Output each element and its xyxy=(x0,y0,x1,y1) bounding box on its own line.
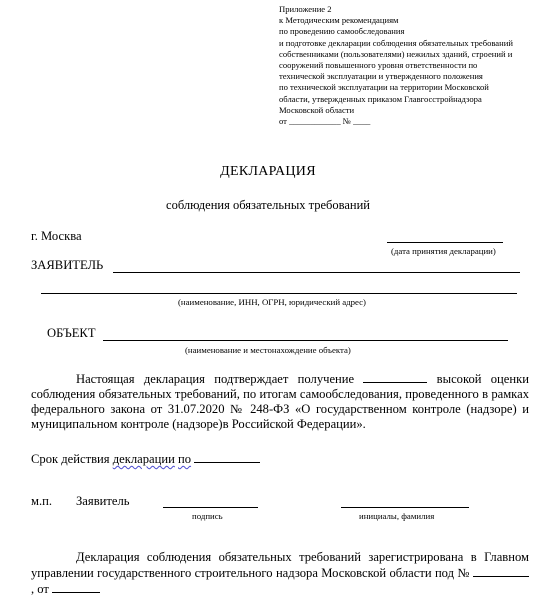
date-caption: (дата принятия декларации) xyxy=(391,246,496,256)
applicant-blank-line-2 xyxy=(41,293,517,294)
annex-line: по технической эксплуатации на территории Московской xyxy=(279,82,489,93)
paragraph-text-cont: высокой оценки соблюдения обязательных требований, по итогам самообследования, проведенного в рамках федерального закона от 31.07.2020 № 248-ФЗ «О государственном контроле (надзоре) и муниципальном контроле (надзоре)в Российской Федерации». xyxy=(31,372,529,431)
document-subtitle: соблюдения обязательных требований xyxy=(166,198,370,212)
annex-line: области, утвержденных приказом Главгосстройнадзора xyxy=(279,93,482,104)
signature-caption: подпись xyxy=(192,511,223,521)
validity-line xyxy=(31,451,260,467)
name-blank-line xyxy=(341,507,469,508)
document-title: ДЕКЛАРАЦИЯ xyxy=(220,164,316,179)
assessment-blank xyxy=(363,371,427,383)
annex-line: Московской области xyxy=(279,104,355,115)
registration-text: Декларация соблюдения обязательных требований зарегистрирована в Главном управлении государственного строительного надзора Московской области под № xyxy=(31,550,529,580)
object-blank-line xyxy=(103,340,508,341)
stamp-label: м.п. xyxy=(31,494,53,508)
annex-line: и подготовке декларации соблюдения обязательных требований xyxy=(279,37,513,48)
applicant-caption: (наименование, ИНН, ОГРН, юридический адрес) xyxy=(178,297,366,307)
validity-word: декларации xyxy=(112,452,175,466)
object-caption: (наименование и местонахождение объекта) xyxy=(185,345,351,355)
validity-suffix: по xyxy=(178,452,192,466)
date-blank-line xyxy=(387,242,503,243)
annex-line: сооружений повышенного уровня ответственности по xyxy=(279,60,478,71)
annex-line: по проведению самообследования xyxy=(279,26,405,37)
signature-blank-line xyxy=(163,507,258,508)
signatory-label: Заявитель xyxy=(76,494,130,508)
applicant-label: ЗАЯВИТЕЛЬ xyxy=(31,258,104,272)
annex-line: собственниками (пользователями) нежилых зданий, строений и xyxy=(279,48,513,59)
registration-paragraph xyxy=(31,550,529,597)
registration-date-blank xyxy=(52,581,100,593)
registration-from-label: , от xyxy=(31,582,49,596)
annex-line: Приложение 2 xyxy=(279,4,332,14)
registration-number-blank xyxy=(473,565,529,577)
annex-date-line: от ____________ № ____ xyxy=(279,116,371,127)
validity-prefix: Срок действия xyxy=(31,452,110,466)
object-label: ОБЪЕКТ xyxy=(47,326,96,340)
name-caption: инициалы, фамилия xyxy=(359,511,435,521)
annex-line: к Методическим рекомендациям xyxy=(279,15,399,26)
city-label: г. Москва xyxy=(31,229,82,243)
annex-header xyxy=(279,4,513,127)
validity-blank xyxy=(194,451,260,463)
applicant-blank-line xyxy=(113,272,520,273)
declaration-paragraph xyxy=(31,371,529,432)
annex-line: технической эксплуатации и утвержденного положения xyxy=(279,71,483,82)
paragraph-text: Настоящая декларация подтверждает получение xyxy=(76,372,355,386)
